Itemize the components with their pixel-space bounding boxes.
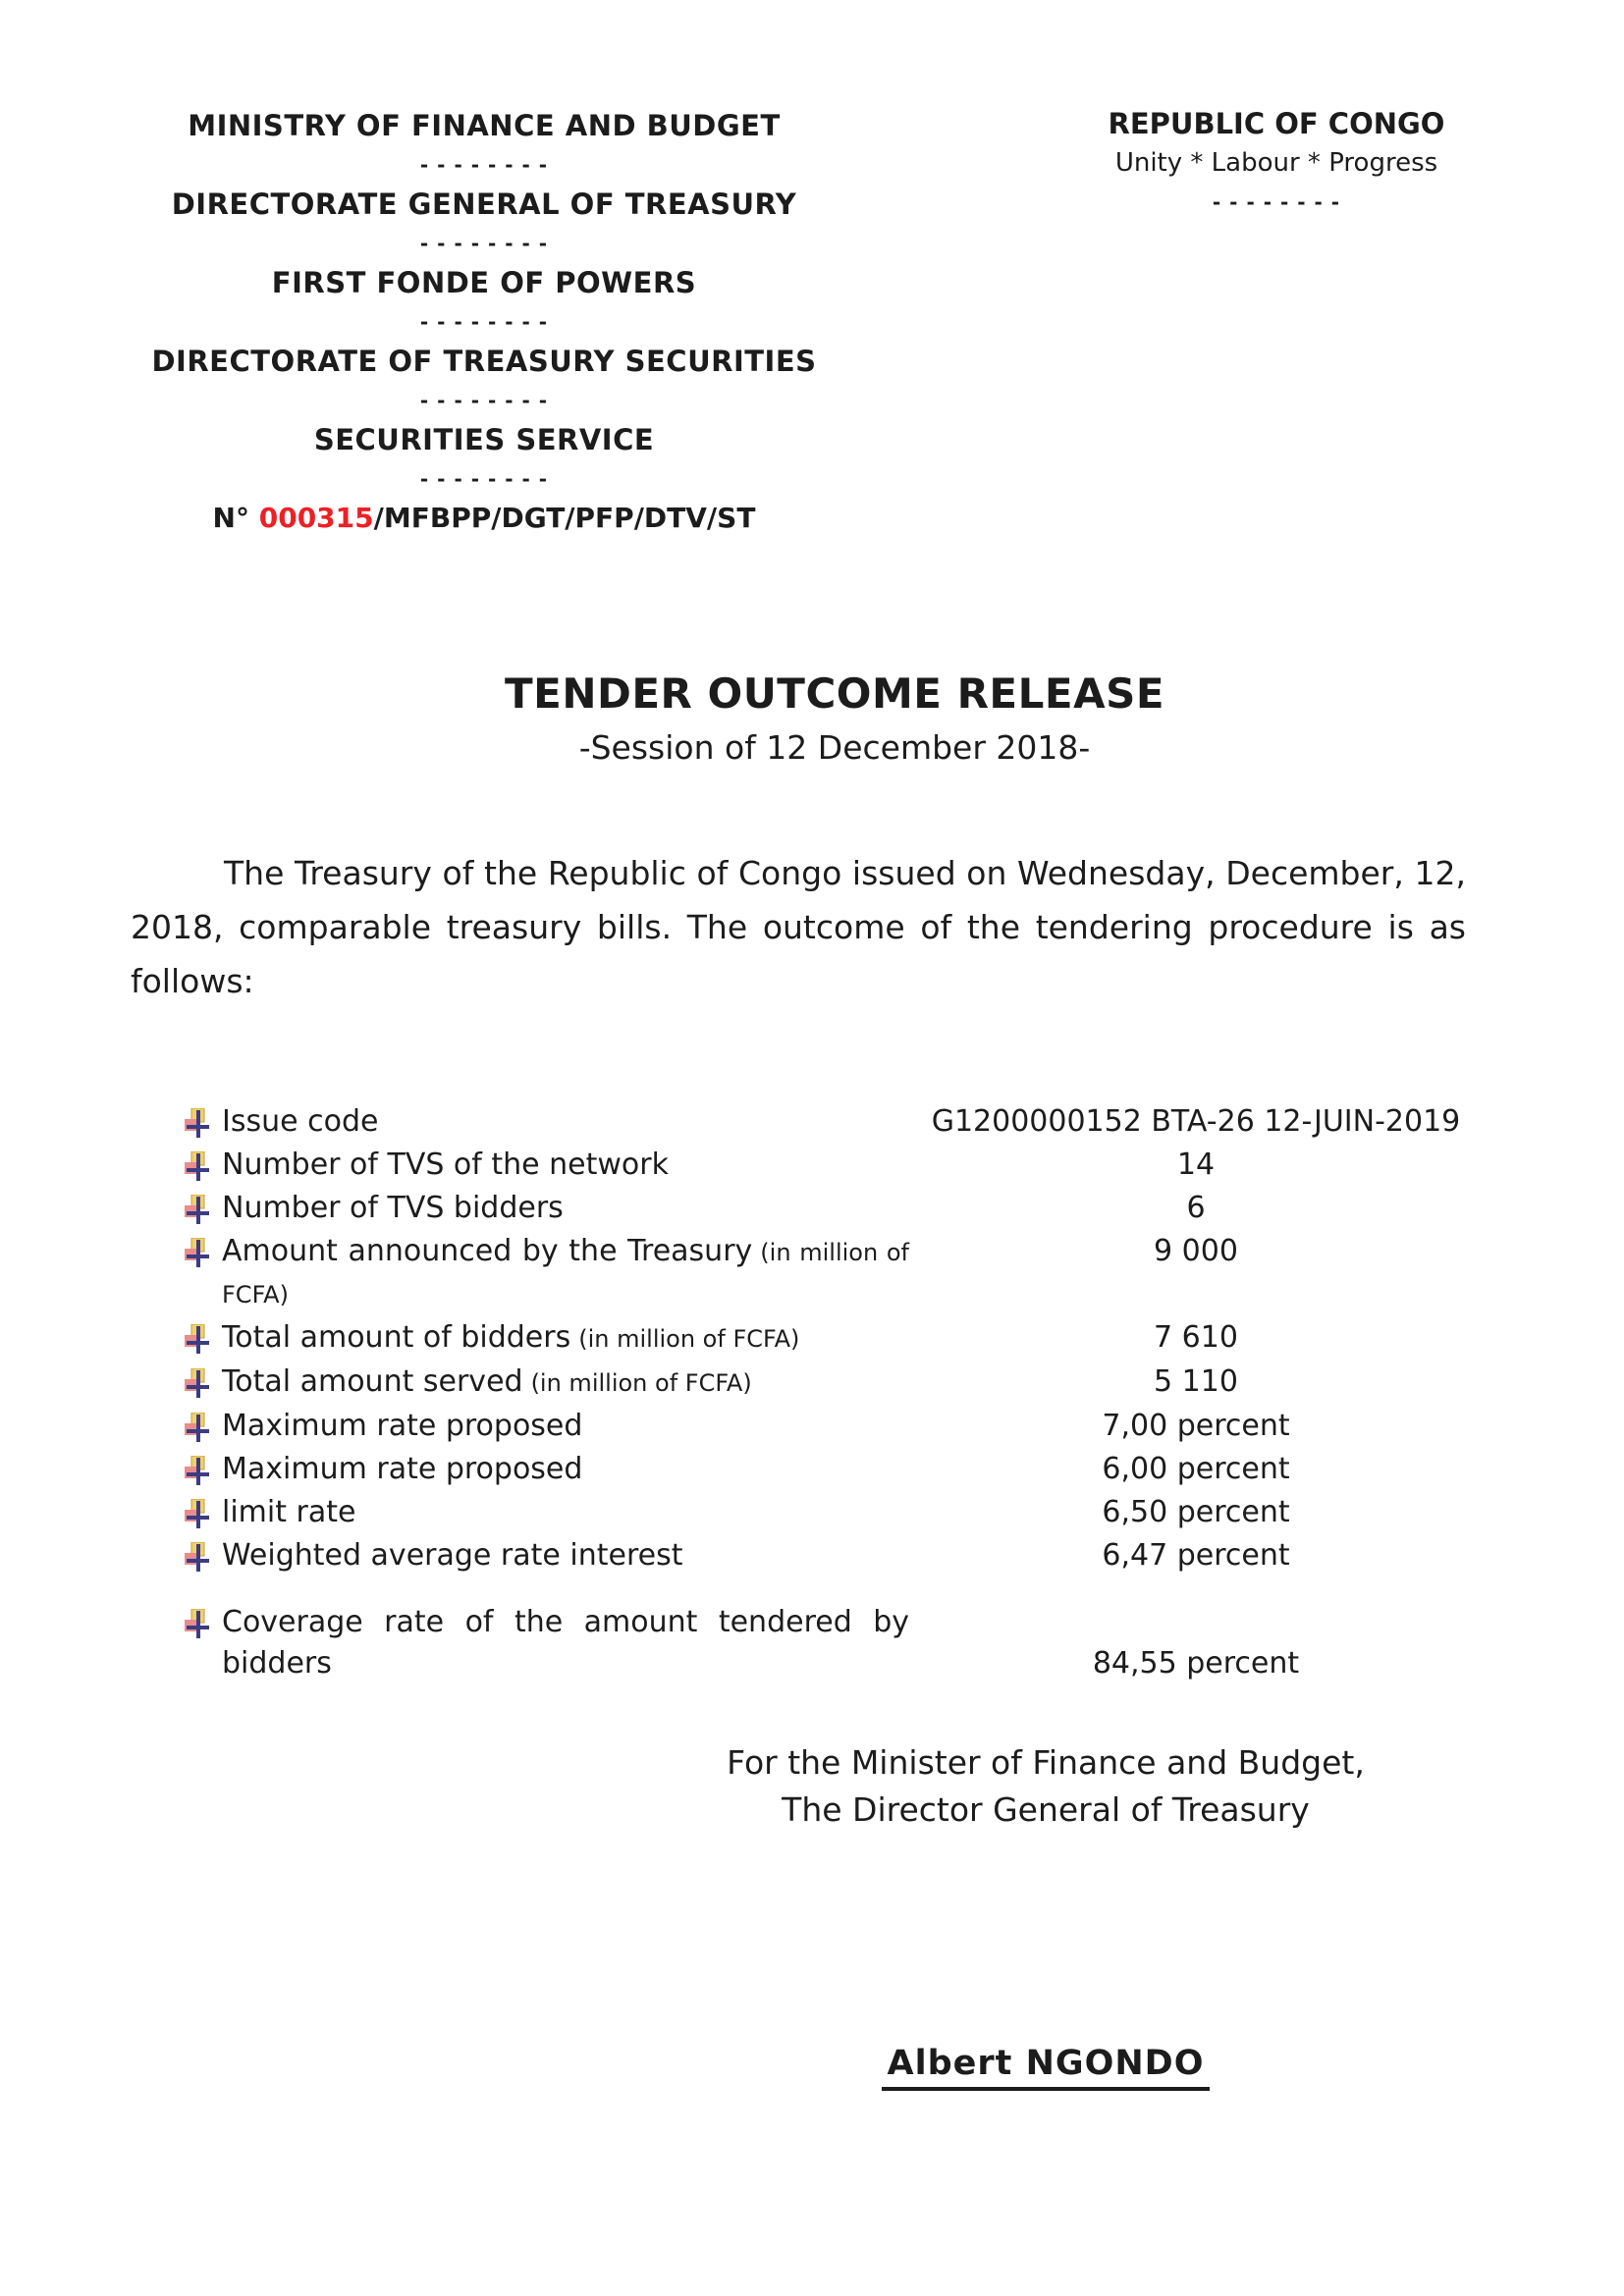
reference-number-line xyxy=(145,499,823,538)
item-label: Maximum rate proposed xyxy=(222,1452,583,1486)
separator-dashes: - - - - - - - - xyxy=(419,389,549,412)
multicolor-bullet-icon xyxy=(185,1317,222,1358)
list-item xyxy=(185,1145,1483,1186)
item-value: 7,00 percent xyxy=(1102,1409,1290,1443)
multicolor-bullet-icon xyxy=(185,1406,222,1446)
title-block xyxy=(98,667,1571,770)
multicolor-bullet-icon xyxy=(185,1231,222,1271)
item-value: 6,00 percent xyxy=(1102,1452,1290,1486)
list-item xyxy=(185,1362,1483,1404)
intro-paragraph: The Treasury of the Republic of Congo issued on Wednesday, December, 12, 2018, comparable treasury bills. The outcome of the tendering procedure is as follows: xyxy=(131,854,1466,1000)
multicolor-bullet-icon xyxy=(185,1188,222,1228)
separator-dashes: - - - - - - - - xyxy=(419,153,549,177)
item-label: Number of TVS of the network xyxy=(222,1148,669,1182)
item-label: Maximum rate proposed xyxy=(222,1409,583,1443)
item-value: 6,50 percent xyxy=(1102,1495,1290,1529)
item-value: 9 000 xyxy=(1154,1234,1238,1268)
item-value: 7 610 xyxy=(1154,1320,1238,1355)
item-label: Weighted average rate interest xyxy=(222,1538,683,1573)
tender-result-list xyxy=(185,1101,1483,1686)
multicolor-bullet-icon xyxy=(185,1101,222,1142)
list-item xyxy=(185,1188,1483,1229)
signature-title-line: The Director General of Treasury xyxy=(782,1790,1310,1829)
multicolor-bullet-icon xyxy=(185,1449,222,1489)
unit-note: (in million of FCFA) xyxy=(578,1325,800,1353)
reference-prefix: N° xyxy=(212,502,259,534)
item-label: Amount announced by the Treasury (in million of FCFA) xyxy=(222,1234,910,1308)
item-value: 6,47 percent xyxy=(1102,1538,1290,1573)
multicolor-bullet-icon xyxy=(185,1535,222,1575)
multicolor-bullet-icon xyxy=(185,1145,222,1185)
signatory-name: Albert NGONDO xyxy=(882,2042,1211,2091)
document-title: TENDER OUTCOME RELEASE xyxy=(504,669,1165,718)
letterhead-right xyxy=(1041,104,1512,222)
list-item xyxy=(185,1492,1483,1533)
item-value: 5 110 xyxy=(1154,1364,1238,1399)
country-name: REPUBLIC OF CONGO xyxy=(1108,107,1445,140)
list-item xyxy=(185,1231,1483,1315)
separator-dashes: - - - - - - - - xyxy=(419,467,549,491)
reference-number: 000315 xyxy=(258,502,374,534)
item-value: 14 xyxy=(1176,1148,1216,1182)
first-fonde-line: FIRST FONDE OF POWERS xyxy=(271,266,697,299)
item-label: limit rate xyxy=(222,1495,356,1529)
item-value: 6 xyxy=(1186,1191,1206,1225)
securities-service-line: SECURITIES SERVICE xyxy=(313,423,655,456)
list-item xyxy=(185,1101,1483,1143)
list-item xyxy=(185,1535,1483,1576)
list-item xyxy=(185,1406,1483,1447)
item-label: Issue code xyxy=(222,1104,379,1139)
separator-dashes: - - - - - - - - xyxy=(419,310,549,334)
item-label: Coverage rate of the amount tendered by bidders xyxy=(222,1605,909,1681)
national-motto: Unity * Labour * Progress xyxy=(1114,148,1438,178)
letterhead-left xyxy=(145,106,823,538)
item-value: 84,55 percent xyxy=(1092,1646,1300,1681)
multicolor-bullet-icon xyxy=(185,1362,222,1402)
ministry-line: MINISTRY OF FINANCE AND BUDGET xyxy=(188,109,781,142)
item-label: Number of TVS bidders xyxy=(222,1191,564,1225)
unit-note: (in million of FCFA) xyxy=(530,1369,752,1397)
signature-authority-line: For the Minister of Finance and Budget, xyxy=(727,1743,1365,1782)
multicolor-bullet-icon xyxy=(185,1602,222,1642)
list-item xyxy=(185,1449,1483,1490)
item-value: G1200000152 BTA-26 12-JUIN-2019 xyxy=(931,1104,1461,1139)
signature-block xyxy=(589,1739,1502,1834)
item-label: Total amount served (in million of FCFA) xyxy=(222,1364,752,1399)
separator-dashes: - - - - - - - - xyxy=(1212,190,1341,214)
item-label: Total amount of bidders (in million of FCFA) xyxy=(222,1320,800,1355)
directorate-general-line: DIRECTORATE GENERAL OF TREASURY xyxy=(171,187,797,221)
session-subtitle: -Session of 12 December 2018- xyxy=(578,728,1091,767)
multicolor-bullet-icon xyxy=(185,1492,222,1532)
reference-suffix: /MFBPP/DGT/PFP/DTV/ST xyxy=(373,502,756,534)
signature-name-block xyxy=(589,2042,1502,2091)
list-item xyxy=(185,1317,1483,1360)
separator-dashes: - - - - - - - - xyxy=(419,232,549,255)
directorate-securities-line: DIRECTORATE OF TREASURY SECURITIES xyxy=(151,345,817,378)
unit-note: (in million of FCFA) xyxy=(222,1239,910,1308)
list-item xyxy=(185,1602,1483,1684)
